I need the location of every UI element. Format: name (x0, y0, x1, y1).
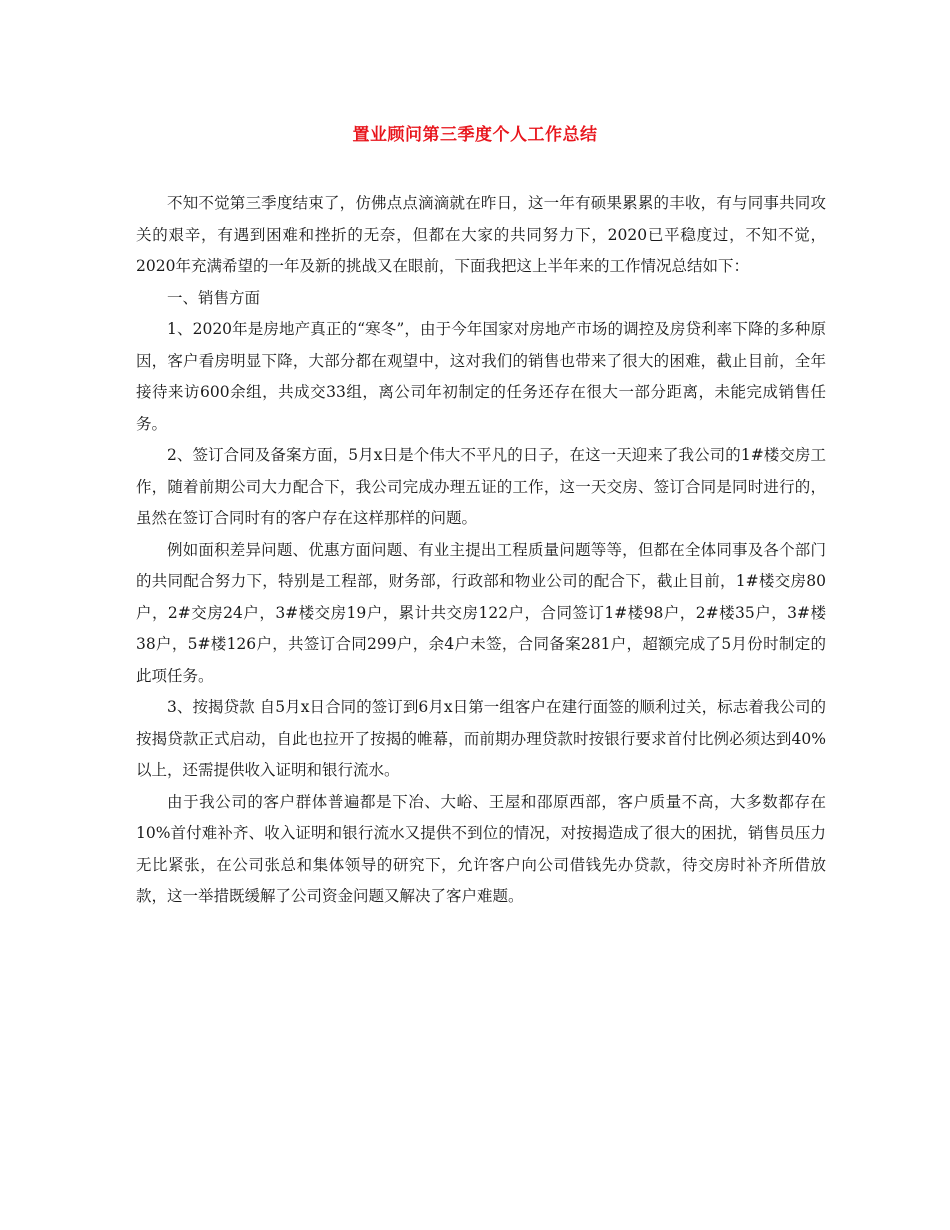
paragraph-intro: 不知不觉第三季度结束了，仿佛点点滴滴就在昨日，这一年有硕果累累的丰收，有与同事共同攻关的艰辛，有遇到困难和挫折的无奈，但都在大家的共同努力下，2020已平稳度过，不知不觉，2020年充满希望的一年及新的挑战又在眼前，下面我把这上半年来的工作情况总结如下： (136, 194, 826, 275)
paragraph-contracts-detail: 例如面积差异问题、优惠方面问题、有业主提出工程质量问题等等，但都在全体同事及各个部门的共同配合努力下，特别是工程部，财务部，行政部和物业公司的配合下，截止目前，1#楼交房80户，2#交房24户，3#楼交房19户，累计共交房122户，合同签订1#楼98户，2#楼35户，3#楼38户，5#楼126户，共签订合同299户，余4户未签，合同备案281户，超额完成了5月份时制定的此项任务。 (136, 540, 826, 685)
paragraph-sales-1: 1、2020年是房地产真正的“寒冬”，由于今年国家对房地产市场的调控及房贷利率下降的多种原因，客户看房明显下降，大部分都在观望中，这对我们的销售也带来了很大的困难，截止目前，全年接待来访600余组，共成交33组，离公司年初制定的任务还存在很大一部分距离，未能完成销售任务。 (136, 320, 826, 433)
document-body (136, 188, 826, 913)
paragraph-contracts-2: 2、签订合同及备案方面，5月x日是个伟大不平凡的日子，在这一天迎来了我公司的1#楼交房工作，随着前期公司大力配合下，我公司完成办理五证的工作，这一天交房、签订合同是同时进行的，虽然在签订合同时有的客户存在这样那样的问题。 (136, 446, 826, 527)
paragraph-mortgage-detail: 由于我公司的客户群体普遍都是下冶、大峪、王屋和邵原西部，客户质量不高，大多数都存在10%首付难补齐、收入证明和银行流水又提供不到位的情况，对按揭造成了很大的困扰，销售员压力无比紧张，在公司张总和集体领导的研究下，允许客户向公司借钱先办贷款，待交房时补齐所借放款，这一举措既缓解了公司资金问题又解决了客户难题。 (136, 792, 826, 905)
paragraph-mortgage-3: 3、按揭贷款 自5月x日合同的签订到6月x日第一组客户在建行面签的顺利过关，标志着我公司的按揭贷款正式启动，自此也拉开了按揭的帷幕，而前期办理贷款时按银行要求首付比例必须达到40%以上，还需提供收入证明和银行流水。 (136, 698, 826, 779)
document-title: 置业顾问第三季度个人工作总结 (352, 125, 598, 145)
section-heading-sales: 一、销售方面 (167, 288, 261, 307)
